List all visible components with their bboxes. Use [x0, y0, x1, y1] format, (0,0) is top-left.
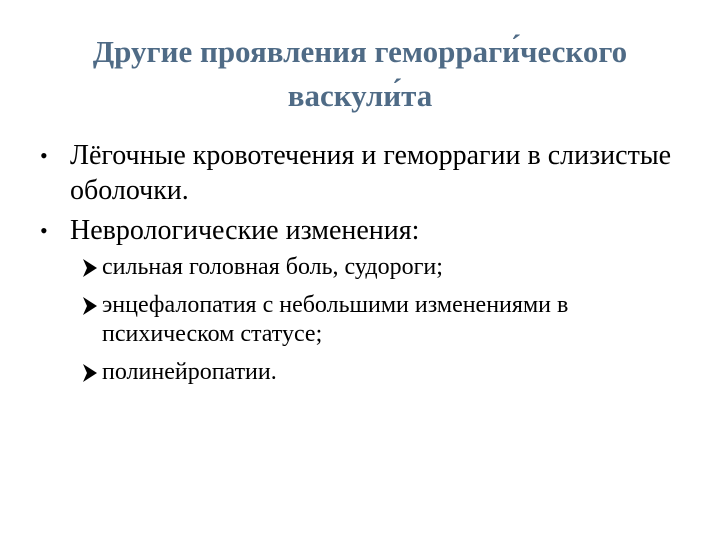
bullet-marker: •: [40, 143, 48, 168]
arrow-bullet-icon: [82, 296, 98, 316]
sub-item-text: сильная головная боль, судороги;: [102, 254, 443, 280]
sub-item-text: энцефалопатия с небольшими изменениями в психическом статусе;: [102, 292, 569, 347]
sub-list-item: [82, 253, 678, 282]
sub-list: [82, 253, 678, 387]
arrow-bullet-icon: [82, 363, 98, 383]
sub-list-item: [82, 358, 678, 387]
bullet-marker: •: [40, 218, 48, 243]
bullet-text: Неврологические изменения:: [70, 215, 420, 246]
bullet-item: [38, 138, 678, 208]
arrow-bullet-icon: [82, 258, 98, 278]
slide-title: [20, 30, 700, 118]
sub-list-item: [82, 291, 678, 349]
bullet-item: [38, 213, 678, 248]
bullet-text: Лёгочные кровотечения и геморрагии в слизистые оболочки.: [70, 140, 672, 206]
slide-title-line-2: васкули́та: [287, 78, 433, 113]
sub-item-text: полинейропатии.: [102, 359, 277, 385]
slide-body: [38, 138, 678, 396]
slide-title-line-1: Другие проявления геморраги́ческого: [92, 34, 628, 69]
